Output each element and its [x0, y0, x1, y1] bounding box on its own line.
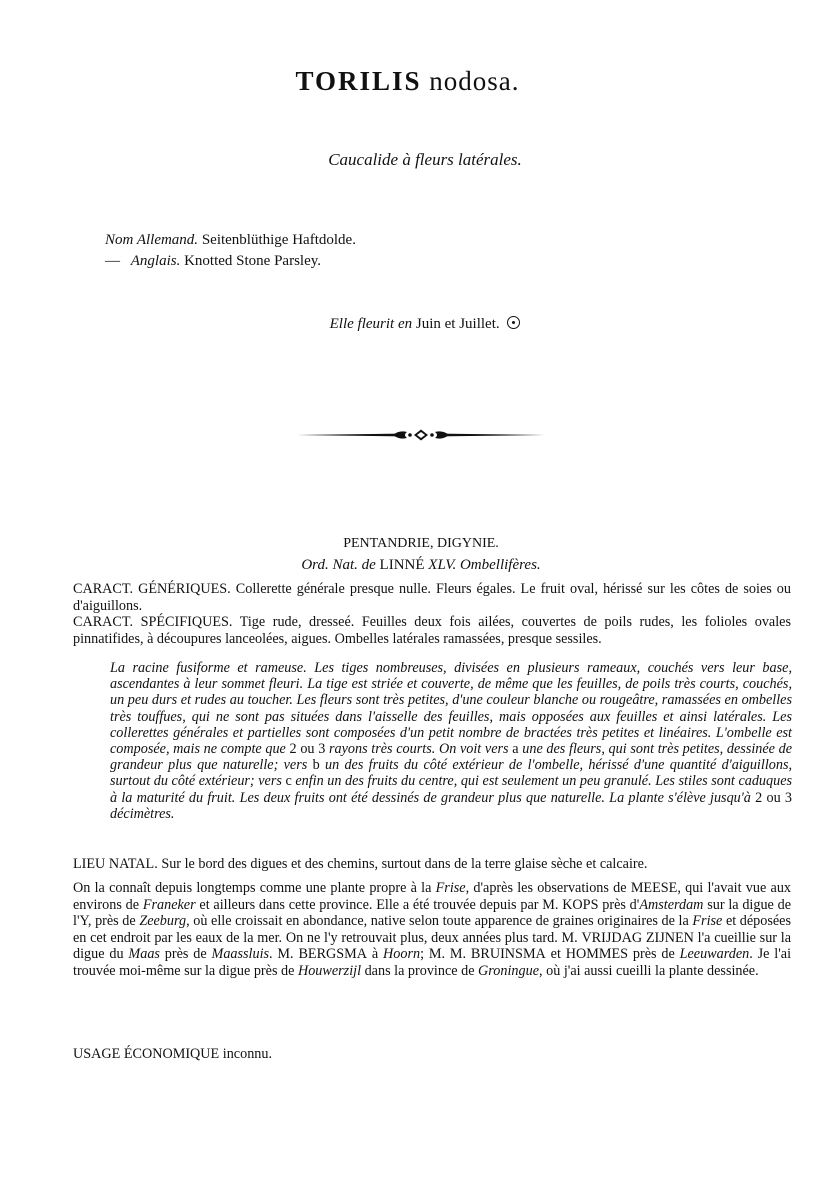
english-name-line: [105, 251, 356, 272]
generic-characters: [73, 581, 791, 615]
history-text: l'a cueillie sur la digue du: [73, 929, 791, 962]
person-name: KOPS: [562, 896, 599, 913]
history-text: . Je l'ai trouvée moi-même sur la digue près de: [73, 946, 792, 979]
place-name: Leeuwarden: [679, 946, 750, 962]
bloom-months: Juin et Juillet.: [415, 316, 500, 332]
place-name: Zeeburg: [139, 913, 187, 929]
specific-characters: [73, 614, 791, 648]
history-text: près de: [164, 946, 207, 962]
place-name: Frise: [435, 880, 466, 896]
place-name: Hoorn: [383, 946, 421, 962]
description-text: un des fruits du côté extérieur de l'ombelle, hérissé d'une quantité d'aiguillons, surtout du côté extérieur; vers: [110, 757, 793, 790]
english-label: Anglais.: [130, 253, 181, 269]
history-text: à: [371, 946, 379, 962]
history-text: On la connaît depuis longtemps comme une plante propre à la: [73, 880, 432, 896]
history-text: près de: [632, 946, 675, 962]
figure-ref-a: a: [512, 741, 519, 758]
page-title: [0, 66, 815, 97]
person-name: MEESE: [630, 880, 678, 896]
natural-order: [0, 557, 815, 574]
german-name-line: [105, 230, 356, 251]
figure-ref-c: c: [285, 773, 292, 790]
annual-symbol-icon: [507, 316, 520, 329]
economic-usage: [73, 1046, 791, 1063]
place-name: Franeker: [142, 896, 196, 913]
history-text: , d'après les observations de: [465, 880, 627, 896]
history-text: dans la province de: [364, 962, 475, 979]
habitat: [73, 856, 791, 873]
figure-ref-b: b: [312, 757, 320, 774]
history-text: et ailleurs dans cette province. Elle a été trouvée depuis par M.: [199, 896, 559, 913]
french-common-name: Caucalide à fleurs latérales.: [328, 150, 522, 169]
place-name: Maassluis: [211, 946, 270, 962]
specific-text: Tige rude, dresseé. Feuilles deux fois ailées, couvertes de poils rudes, les folioles ovales pinnatifides, à découpures lanceolées, aigues. Ombelles latérales ramassées, presque sessiles.: [73, 614, 791, 647]
ditto-dash: —: [105, 253, 120, 269]
ord-lead: Ord. Nat. de: [301, 557, 376, 573]
english-name: Knotted Stone Parsley.: [184, 253, 322, 269]
ornamental-divider-icon: [297, 426, 545, 444]
history-text: , où j'ai aussi cueilli la plante dessinée.: [539, 962, 759, 979]
plant-description: [110, 660, 792, 822]
description-text: une des fleurs, qui sont très petites, dessinée de grandeur plus que naturelle; vers: [110, 741, 793, 774]
person-name: BRUINSMA: [470, 946, 546, 962]
history-text: . M.: [269, 946, 294, 962]
german-label: Nom Allemand.: [105, 232, 199, 248]
ord-rest: XLV. Ombellifères.: [428, 557, 541, 573]
bloom-lead: Elle fleurit: [329, 316, 395, 332]
history-paragraph: [73, 880, 791, 979]
usage-text: inconnu.: [222, 1046, 273, 1062]
flowering-period: [0, 316, 815, 333]
place-name: Maas: [128, 946, 160, 962]
description-text: rayons très courts. On voit vers: [328, 741, 509, 758]
history-text: et: [550, 946, 561, 962]
place-name: Houwerzijl: [297, 962, 362, 979]
description-text: décimètres.: [110, 805, 175, 822]
description-rays: 2 ou 3: [289, 741, 326, 758]
bloom-en: en: [397, 316, 413, 332]
person-name: HOMMES: [565, 946, 629, 962]
description-text: enfin un des fruits du centre, qui est seulement un peu granulé. Les stiles sont caduques à la maturité du fruit. Les deux fruits ont été dessinés de grandeur plus que naturelle. La plante s'élève jusqu'à: [110, 773, 793, 806]
linnaean-class: PENTANDRIE, DIGYNIE.: [343, 536, 499, 551]
person-name: BERGSMA: [298, 946, 368, 962]
place-name: Frise: [692, 913, 723, 929]
generic-text: Collerette générale presque nulle. Fleurs égales. Le fruit oval, hérissé sur les côtes de soies ou d'aiguillons.: [73, 581, 791, 614]
generic-label: CARACT. GÉNÉRIQUES.: [73, 581, 231, 597]
history-text: près d': [602, 896, 640, 913]
vernacular-names: [105, 230, 356, 272]
history-text: , où elle croissait en abondance, native selon toute apparence de graines originaires de la: [186, 913, 689, 929]
description-text: La racine fusiforme et rameuse. Les tiges nombreuses, divisées en plusieurs rameaux, couchés vers leur base, ascendantes à leur sommet fleuri. La tige est striée et couverte, de même que les feuilles, de poils très courts, couchés, un peu durs et rudes au toucher. Les fleurs sont très petites, d'une couleur blanche ou rougeâtre, ramassées en ombelles très touffues, qui ne sont pas situées dans l'aisselle des feuilles, mais opposées aux feuilles et ainsi latérales. Les collerettes générales et partielles sont composées d'un petit nombre de bractées très petites et linéaires. L'ombelle est composée, mais ne compte que: [110, 660, 792, 758]
habitat-text: Sur le bord des digues et des chemins, surtout dans de la terre glaise sèche et calcaire.: [161, 856, 648, 872]
history-text: , qui l'avait vue aux environs de: [73, 880, 792, 913]
description-height: 2 ou 3: [755, 789, 793, 806]
ord-author: LINNÉ: [379, 557, 425, 573]
german-name: Seitenblüthige Haftdolde.: [201, 232, 356, 248]
usage-label: USAGE ÉCONOMIQUE: [73, 1046, 220, 1062]
genus-name: TORILIS: [295, 66, 422, 96]
habitat-label: LIEU NATAL.: [73, 856, 158, 872]
history-text: sur la digue de l'Y, près de: [73, 896, 792, 929]
place-name: Groningue: [478, 962, 539, 979]
specific-label: CARACT. SPÉCIFIQUES.: [73, 614, 233, 630]
history-text: et déposées en cet endroit par les eaux de la mer. On ne l'y retrouvait plus, deux années plus tard. M.: [73, 913, 791, 946]
person-name: VRIJDAG ZIJNEN: [581, 929, 694, 946]
history-text: ; M. M.: [420, 946, 467, 962]
place-name: Amsterdam: [639, 896, 704, 913]
species-name: nodosa.: [429, 66, 520, 96]
